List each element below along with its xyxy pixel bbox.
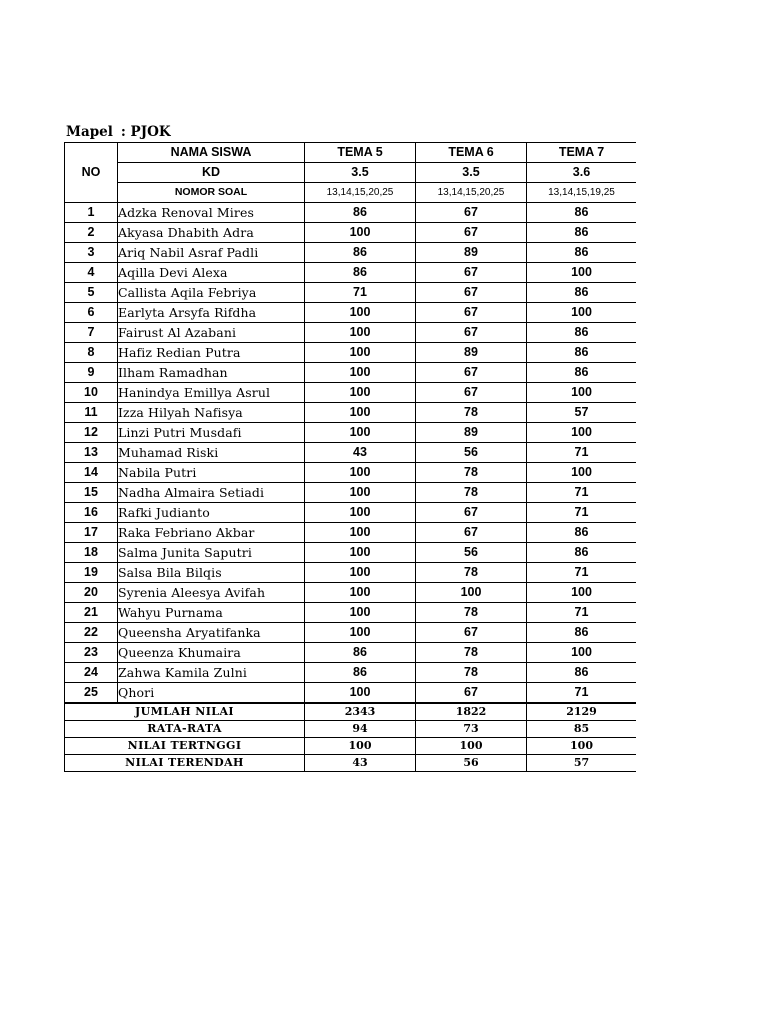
score-cell: 78: [416, 563, 527, 583]
score-cell: 71: [527, 483, 637, 503]
summary-value: 100: [416, 738, 527, 755]
student-row: [65, 603, 637, 623]
student-name: Muhamad Riski: [118, 443, 305, 463]
score-cell: 86: [305, 263, 416, 283]
score-cell: 86: [305, 663, 416, 683]
row-number: 11: [65, 403, 118, 423]
score-cell: 100: [305, 623, 416, 643]
subject-value: : PJOK: [120, 124, 171, 140]
row-number: 22: [65, 623, 118, 643]
score-cell: 56: [416, 543, 527, 563]
student-name: Raka Febriano Akbar: [118, 523, 305, 543]
score-cell: 89: [416, 343, 527, 363]
row-number: 9: [65, 363, 118, 383]
score-cell: 100: [305, 223, 416, 243]
student-row: [65, 543, 637, 563]
student-row: [65, 463, 637, 483]
kd-value: 3.5: [305, 163, 416, 183]
row-number: 19: [65, 563, 118, 583]
student-name: Izza Hilyah Nafisya: [118, 403, 305, 423]
student-name: Adzka Renoval Mires: [118, 203, 305, 223]
score-cell: 100: [305, 343, 416, 363]
table-viewport: [64, 142, 636, 800]
student-row: [65, 343, 637, 363]
row-number: 24: [65, 663, 118, 683]
kd-value: 3.5: [416, 163, 527, 183]
kd-label: KD: [118, 163, 305, 183]
score-cell: 71: [527, 603, 637, 623]
row-number: 20: [65, 583, 118, 603]
row-number: 21: [65, 603, 118, 623]
score-cell: 78: [416, 663, 527, 683]
score-cell: 57: [527, 403, 637, 423]
score-cell: 89: [416, 423, 527, 443]
score-cell: 86: [305, 203, 416, 223]
score-cell: 86: [527, 623, 637, 643]
row-number: 23: [65, 643, 118, 663]
student-name: Ariq Nabil Asraf Padli: [118, 243, 305, 263]
row-number: 7: [65, 323, 118, 343]
score-cell: 89: [416, 243, 527, 263]
row-number: 12: [65, 423, 118, 443]
summary-label: RATA-RATA: [65, 721, 305, 738]
row-number: 8: [65, 343, 118, 363]
student-name: Rafki Judianto: [118, 503, 305, 523]
theme-header: TEMA 7: [527, 143, 637, 163]
student-name: Hafiz Redian Putra: [118, 343, 305, 363]
no-column-header: NO: [65, 143, 118, 203]
score-cell: 43: [305, 443, 416, 463]
score-cell: 100: [527, 643, 637, 663]
student-row: [65, 403, 637, 423]
score-cell: 100: [305, 463, 416, 483]
row-number: 17: [65, 523, 118, 543]
score-cell: 78: [416, 483, 527, 503]
score-cell: 78: [416, 643, 527, 663]
header-row-kd: [65, 163, 637, 183]
score-cell: 100: [305, 303, 416, 323]
subject-label: Mapel: [66, 124, 113, 140]
student-name: Linzi Putri Musdafi: [118, 423, 305, 443]
student-row: [65, 583, 637, 603]
score-cell: 86: [527, 543, 637, 563]
student-row: [65, 383, 637, 403]
header-row-theme: [65, 143, 637, 163]
row-number: 4: [65, 263, 118, 283]
student-name: Earlyta Arsyfa Rifdha: [118, 303, 305, 323]
score-cell: 100: [305, 523, 416, 543]
student-name: Salsa Bila Bilqis: [118, 563, 305, 583]
header-row-soal: [65, 183, 637, 203]
summary-label: NILAI TERTNGGI: [65, 738, 305, 755]
student-row: [65, 423, 637, 443]
score-cell: 86: [527, 363, 637, 383]
student-row: [65, 483, 637, 503]
student-name: Aqilla Devi Alexa: [118, 263, 305, 283]
student-row: [65, 303, 637, 323]
summary-row: [65, 721, 637, 738]
score-cell: 86: [527, 283, 637, 303]
summary-value: 100: [527, 738, 637, 755]
student-row: [65, 503, 637, 523]
score-table: [64, 142, 636, 772]
score-cell: 67: [416, 283, 527, 303]
score-cell: 86: [527, 523, 637, 543]
score-cell: 100: [527, 463, 637, 483]
score-cell: 100: [305, 503, 416, 523]
student-row: [65, 643, 637, 663]
score-cell: 100: [305, 323, 416, 343]
score-cell: 67: [416, 623, 527, 643]
student-name: Fairust Al Azabani: [118, 323, 305, 343]
summary-row: [65, 703, 637, 721]
score-cell: 71: [527, 683, 637, 704]
student-name: Syrenia Aleesya Avifah: [118, 583, 305, 603]
student-row: [65, 203, 637, 223]
score-cell: 78: [416, 463, 527, 483]
score-cell: 100: [527, 303, 637, 323]
row-number: 15: [65, 483, 118, 503]
row-number: 1: [65, 203, 118, 223]
row-number: 5: [65, 283, 118, 303]
student-name: Nabila Putri: [118, 463, 305, 483]
score-cell: 100: [305, 383, 416, 403]
summary-value: 85: [527, 721, 637, 738]
summary-value: 2129: [527, 703, 637, 721]
summary-label: NILAI TERENDAH: [65, 755, 305, 772]
row-number: 13: [65, 443, 118, 463]
score-cell: 71: [527, 563, 637, 583]
row-number: 10: [65, 383, 118, 403]
score-cell: 86: [527, 663, 637, 683]
student-row: [65, 223, 637, 243]
score-cell: 86: [527, 323, 637, 343]
student-row: [65, 243, 637, 263]
score-cell: 86: [527, 223, 637, 243]
soal-value: 13,14,15,19,25: [527, 183, 637, 203]
score-cell: 67: [416, 263, 527, 283]
score-cell: 78: [416, 403, 527, 423]
score-cell: 100: [305, 583, 416, 603]
student-row: [65, 683, 637, 704]
student-row: [65, 443, 637, 463]
student-row: [65, 563, 637, 583]
row-number: 14: [65, 463, 118, 483]
score-cell: 71: [527, 443, 637, 463]
score-cell: 56: [416, 443, 527, 463]
score-table-body: [65, 143, 637, 772]
score-cell: 67: [416, 523, 527, 543]
student-name: Queenza Khumaira: [118, 643, 305, 663]
score-cell: 67: [416, 383, 527, 403]
summary-value: 73: [416, 721, 527, 738]
score-cell: 86: [527, 203, 637, 223]
student-row: [65, 663, 637, 683]
score-cell: 100: [305, 683, 416, 704]
row-number: 2: [65, 223, 118, 243]
student-row: [65, 323, 637, 343]
student-name: Zahwa Kamila Zulni: [118, 663, 305, 683]
student-row: [65, 263, 637, 283]
row-number: 25: [65, 683, 118, 704]
student-name: Akyasa Dhabith Adra: [118, 223, 305, 243]
score-cell: 100: [305, 603, 416, 623]
student-row: [65, 523, 637, 543]
summary-value: 94: [305, 721, 416, 738]
summary-row: [65, 755, 637, 772]
score-cell: 67: [416, 303, 527, 323]
summary-row: [65, 738, 637, 755]
summary-value: 100: [305, 738, 416, 755]
score-cell: 67: [416, 503, 527, 523]
student-name: Queensha Aryatifanka: [118, 623, 305, 643]
student-name: Ilham Ramadhan: [118, 363, 305, 383]
score-cell: 71: [527, 503, 637, 523]
student-name: Nadha Almaira Setiadi: [118, 483, 305, 503]
row-number: 6: [65, 303, 118, 323]
subject-line: [66, 124, 171, 140]
score-cell: 67: [416, 323, 527, 343]
soal-label: NOMOR SOAL: [118, 183, 305, 203]
theme-header: TEMA 5: [305, 143, 416, 163]
score-cell: 100: [305, 563, 416, 583]
student-name: Callista Aqila Febriya: [118, 283, 305, 303]
soal-value: 13,14,15,20,25: [305, 183, 416, 203]
summary-label: JUMLAH NILAI: [65, 703, 305, 721]
score-cell: 86: [305, 243, 416, 263]
score-cell: 100: [527, 263, 637, 283]
row-number: 18: [65, 543, 118, 563]
student-row: [65, 623, 637, 643]
score-cell: 67: [416, 203, 527, 223]
score-cell: 100: [305, 543, 416, 563]
student-name: Salma Junita Saputri: [118, 543, 305, 563]
row-number: 16: [65, 503, 118, 523]
score-cell: 67: [416, 223, 527, 243]
score-cell: 86: [527, 343, 637, 363]
summary-value: 1822: [416, 703, 527, 721]
summary-value: 57: [527, 755, 637, 772]
soal-value: 13,14,15,20,25: [416, 183, 527, 203]
score-cell: 100: [305, 403, 416, 423]
score-cell: 100: [416, 583, 527, 603]
summary-value: 2343: [305, 703, 416, 721]
score-cell: 100: [305, 363, 416, 383]
student-name: Wahyu Purnama: [118, 603, 305, 623]
score-cell: 86: [527, 243, 637, 263]
theme-header: TEMA 6: [416, 143, 527, 163]
summary-value: 43: [305, 755, 416, 772]
score-cell: 67: [416, 683, 527, 704]
summary-value: 56: [416, 755, 527, 772]
student-name: Hanindya Emillya Asrul: [118, 383, 305, 403]
row-number: 3: [65, 243, 118, 263]
student-name: Qhori: [118, 683, 305, 704]
score-cell: 67: [416, 363, 527, 383]
score-cell: 100: [527, 423, 637, 443]
student-row: [65, 363, 637, 383]
score-cell: 86: [305, 643, 416, 663]
score-cell: 71: [305, 283, 416, 303]
score-cell: 100: [305, 483, 416, 503]
score-cell: 78: [416, 603, 527, 623]
score-cell: 100: [527, 583, 637, 603]
score-cell: 100: [305, 423, 416, 443]
student-row: [65, 283, 637, 303]
kd-value: 3.6: [527, 163, 637, 183]
name-column-header: NAMA SISWA: [118, 143, 305, 163]
score-cell: 100: [527, 383, 637, 403]
